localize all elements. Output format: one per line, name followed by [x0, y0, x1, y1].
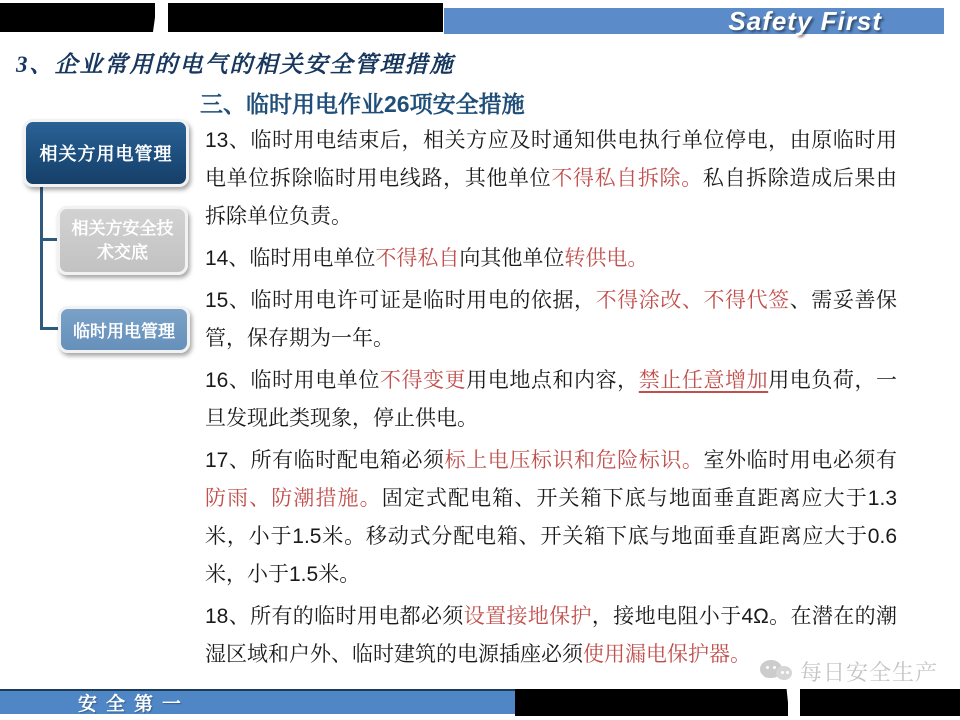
highlighted-text: 防雨、防潮措施。 — [205, 487, 382, 510]
body-text: 15、临时用电许可证是临时用电的依据， — [205, 289, 596, 312]
diagram-connector-branch-1 — [40, 238, 58, 241]
diagram-box-related-party-power-mgmt — [23, 119, 189, 187]
watermark — [760, 656, 938, 687]
body-text: 13、临时用电结束后，相关方应及时通知供电执行单位停电，由原临时用电单位拆除临时用电线路，其他单位 — [205, 129, 897, 190]
measure-item — [205, 240, 897, 278]
body-text: 向其他单位 — [459, 247, 565, 270]
diagram-box-label: 临时用电管理 — [73, 322, 175, 341]
measure-item — [205, 122, 897, 236]
highlighted-text: 不得变更 — [379, 369, 467, 392]
body-text: ，接地电阻小于4Ω。在潜在的潮湿区域和户外、临时建筑的电源插座必须 — [205, 605, 898, 666]
highlighted-text: 不得涂改、不得代签 — [595, 289, 790, 312]
wechat-logo-icon — [760, 658, 794, 686]
highlighted-text: 使用漏电保护器。 — [583, 643, 751, 666]
page-title: 3、企业常用的电气的相关安全管理措施 — [16, 52, 455, 77]
diagram-box-label: 相关方用电管理 — [39, 144, 173, 164]
body-text: 17、所有临时配电箱必须 — [205, 449, 445, 472]
diagram-box-label: 相关方安全技术交底 — [71, 218, 174, 262]
highlighted-text: 禁止任意增加 — [638, 369, 769, 392]
highlighted-text: 转供电。 — [564, 247, 649, 270]
footer-black-bar-right — [800, 689, 960, 716]
body-text: 16、临时用电单位 — [205, 369, 380, 392]
measure-item — [205, 282, 897, 358]
top-black-bar-left — [0, 3, 155, 32]
highlighted-text: 标上电压标识和危险标识。 — [444, 449, 704, 472]
highlighted-text: 不得私自拆除。 — [551, 167, 703, 190]
measure-item — [205, 362, 897, 438]
body-text: 室外临时用电必须有 — [703, 449, 898, 472]
measure-item — [205, 442, 897, 594]
footer-slogan: 安全第一 — [78, 694, 191, 715]
highlighted-text: 不得私自 — [375, 247, 460, 270]
top-banner-bar — [444, 5, 944, 36]
body-text: 、需妥善保管，保存期为一年。 — [205, 289, 898, 350]
body-text: 固定式配电箱、开关箱下底与地面垂直距离应大于1.3米，小于1.5米。移动式分配电箱、开关箱下底与地面垂直距离应大于0.6米，小于1.5米。 — [205, 487, 897, 586]
diagram-box-safety-tech-briefing — [57, 206, 188, 275]
body-text: 用电负荷，一旦发现此类现象，停止供电。 — [205, 369, 898, 430]
section-subtitle: 三、临时用电作业26项安全措施 — [200, 91, 525, 117]
body-text: 用电地点和内容， — [466, 369, 639, 392]
body-text: 18、所有的临时用电都必须 — [205, 605, 464, 628]
footer-blue-bar — [0, 689, 515, 714]
highlighted-text: 设置接地保护 — [463, 605, 592, 628]
diagram-connector-branch-2 — [40, 327, 59, 330]
measures-list — [205, 122, 897, 678]
diagram-connector-vertical — [40, 187, 43, 330]
body-text: 私自拆除造成后果由拆除单位负责。 — [205, 167, 898, 228]
footer-black-bar-left — [515, 689, 788, 716]
banner-label: Safety First — [728, 5, 882, 36]
top-black-bar-right — [168, 3, 443, 32]
body-text: 14、临时用电单位 — [205, 247, 376, 270]
diagram-box-temp-power-mgmt — [58, 306, 190, 353]
watermark-text: 每日安全生产 — [799, 660, 938, 685]
